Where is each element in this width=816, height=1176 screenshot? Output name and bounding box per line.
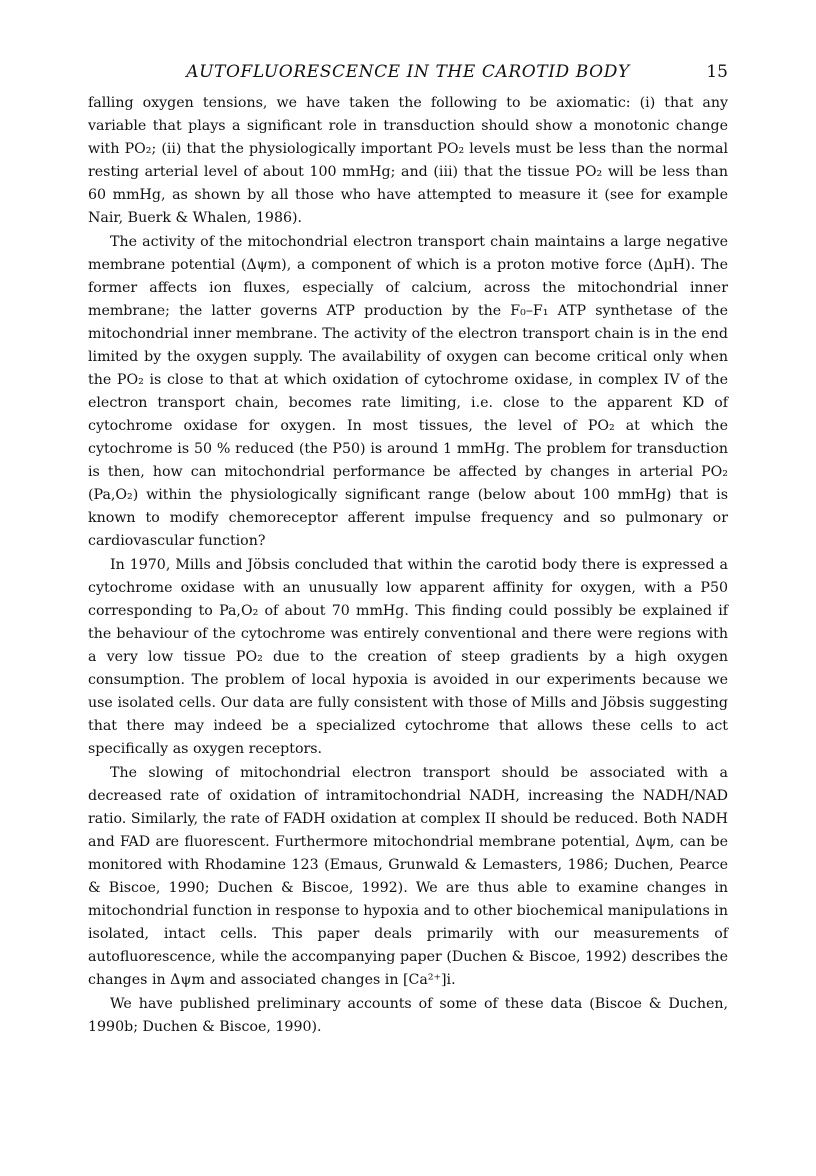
body-text [88,92,728,1039]
paragraph-5: We have published preliminary accounts of some of these data (Biscoe & Duchen, 1990b; Duchen & Biscoe, 1990). [88,996,728,1035]
page [88,58,728,1039]
paragraph-3: In 1970, Mills and Jöbsis concluded that within the carotid body there is expressed a cytochrome oxidase with an unusually low apparent affinity for oxygen, with a P50 corresponding to Pa,O₂ of about 70 mmHg. This finding could possibly be explained if the behaviour of the cytochrome was entirely conventional and there were regions with a very low tissue PO₂ due to the creation of steep gradients by a high oxygen consumption. The problem of local hypoxia is avoided in our experiments because we use isolated cells. Our data are fully consistent with those of Mills and Jöbsis suggesting that there may indeed be a specialized cytochrome that allows these cells to act specifically as oxygen receptors. [88,557,728,757]
paragraph-1: falling oxygen tensions, we have taken the following to be axiomatic: (i) that any variable that plays a significant role in transduction should show a monotonic change with PO₂; (ii) that the physiologically important PO₂ levels must be less than the normal resting arterial level of about 100 mmHg; and (iii) that the tissue PO₂ will be less than 60 mmHg, as shown by all those who have attempted to measure it (see for example Nair, Buerk & Whalen, 1986). [88,95,728,226]
page-header [88,58,728,92]
paragraph-2: The activity of the mitochondrial electron transport chain maintains a large negative membrane potential (Δψm), a component of which is a proton motive force (ΔμH). The former affects ion fluxes, especially of calcium, across the mitochondrial inner membrane; the latter governs ATP production by the F₀–F₁ ATP synthetase of the mitochondrial inner membrane. The activity of the electron transport chain is in the end limited by the oxygen supply. The availability of oxygen can become critical only when the PO₂ is close to that at which oxidation of cytochrome oxidase, in complex IV of the electron transport chain, becomes rate limiting, i.e. close to the apparent KD of cytochrome oxidase for oxygen. In most tissues, the level of PO₂ at which the cytochrome is 50 % reduced (the P50) is around 1 mmHg. The problem for transduction is then, how can mitochondrial performance be affected by changes in arterial PO₂ (Pa,O₂) within the physiologically significant range (below about 100 mmHg) that is known to modify chemoreceptor afferent impulse frequency and so pulmonary or cardiovascular function? [88,234,728,549]
page-number: 15 [706,62,728,82]
running-title: AUTOFLUORESCENCE IN THE CAROTID BODY [186,62,630,82]
paragraph-4: The slowing of mitochondrial electron transport should be associated with a decreased rate of oxidation of intramitochondrial NADH, increasing the NADH/NAD ratio. Similarly, the rate of FADH oxidation at complex II should be reduced. Both NADH and FAD are fluorescent. Furthermore mitochondrial membrane potential, Δψm, can be monitored with Rhodamine 123 (Emaus, Grunwald & Lemasters, 1986; Duchen, Pearce & Biscoe, 1990; Duchen & Biscoe, 1992). We are thus able to examine changes in mitochondrial function in response to hypoxia and to other biochemical manipulations in isolated, intact cells. This paper deals primarily with our measurements of autofluorescence, while the accompanying paper (Duchen & Biscoe, 1992) describes the changes in Δψm and associated changes in [Ca²⁺]i. [88,765,728,988]
